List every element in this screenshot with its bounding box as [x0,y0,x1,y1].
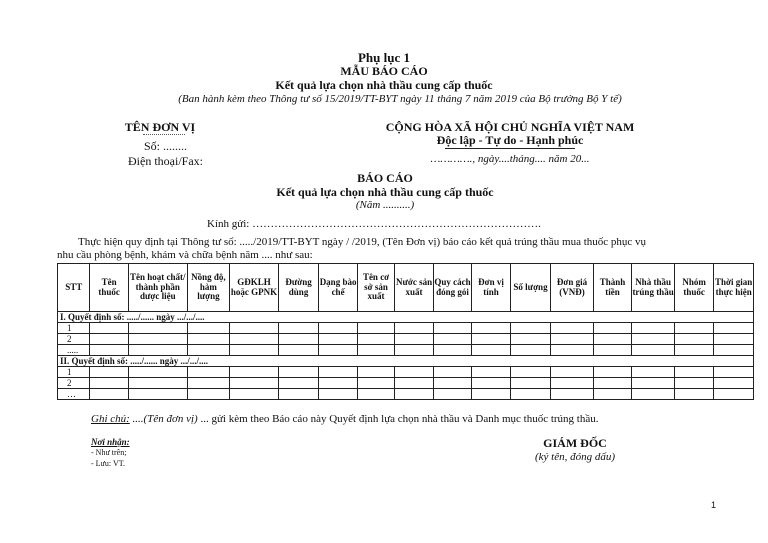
col-header: Thời gian thực hiện [714,264,754,312]
country-name: CỘNG HÒA XÃ HỘI CHỦ NGHĨA VIỆT NAM [385,120,635,134]
motto-underline [445,148,575,149]
page-number: 1 [711,500,717,510]
col-header: Đơn vị tính [472,264,510,312]
recipient-item: - Lưu: VT. [91,459,126,468]
table-row [58,367,754,378]
table-header-row [58,264,754,312]
row-number: 2 [58,334,90,345]
report-year: (Năm ..........) [355,199,415,211]
col-header: Thành tiền [593,264,631,312]
table-row [58,378,754,389]
body-paragraph-line1: Thực hiện quy định tại Thông tư số: ...../2019/TT-BYT ngày / /2019, (Tên Đơn vị) báo cáo kết quả trúng thầu mua thuốc phục vụ [78,236,647,248]
report-subtitle: Kết quả lựa chọn nhà thầu cung cấp thuốc [276,185,494,199]
col-header: STT [58,264,90,312]
results-table [57,263,754,400]
body-paragraph-line2: nhu cầu phòng bệnh, khám và chữa bệnh năm .... như sau: [57,249,313,261]
recipient-line: Kính gửi: ……………………………………………………………………. [207,218,541,230]
col-header: Dạng bào chế [319,264,357,312]
table-row [58,323,754,334]
form-subtitle: Kết quả lựa chọn nhà thầu cung cấp thuốc [275,78,493,92]
col-header: Tên cơ sở sản xuất [357,264,394,312]
col-header: Quy cách đóng gói [433,264,471,312]
col-header: GĐKLH hoặc GPNK [230,264,279,312]
signature-title: GIÁM ĐỐC [543,436,607,450]
report-title: BÁO CÁO [357,171,413,185]
note-label: Ghi chú: [91,413,130,425]
signature-note: (ký tên, đóng dấu) [534,451,616,463]
motto: Độc lập - Tự do - Hạnh phúc [436,133,584,147]
unit-underline [143,134,185,135]
note-line [91,413,598,425]
col-header: Tên hoạt chất/ thành phần dược liệu [128,264,187,312]
section-label: II. Quyết định số: ...../...... ngày .../.../.... [58,356,754,367]
col-header: Nhà thầu trúng thầu [632,264,675,312]
date-line: …………., ngày....tháng.... năm 20... [430,153,590,165]
row-number: … [58,389,90,400]
section-row [58,312,754,323]
row-number: 2 [58,378,90,389]
phone-fax: Điện thoại/Fax: [128,154,203,168]
row-number: 1 [58,367,90,378]
table-row [58,334,754,345]
col-header: Tên thuốc [90,264,128,312]
row-number: 1 [58,323,90,334]
col-header: Nước sản xuất [395,264,433,312]
document-number: Số: ........ [144,139,188,153]
col-header: Đường dùng [278,264,319,312]
note-unit-reference: ....(Tên đơn vị) [132,413,198,425]
appendix-title: Phụ lục 1 [357,50,410,65]
recipient-item: - Như trên; [91,448,127,457]
form-title: MẪU BÁO CÁO [340,64,428,78]
section-row [58,356,754,367]
unit-name: TÊN ĐƠN VỊ [124,120,196,134]
note-text: ... gửi kèm theo Báo cáo này Quyết định lựa chọn nhà thầu và Danh mục thuốc trúng thầu. [197,413,599,425]
row-number: ..... [58,345,90,356]
table-row [58,389,754,400]
issued-note: (Ban hành kèm theo Thông tư số 15/2019/TT-BYT ngày 11 tháng 7 năm 2019 của Bộ trưởng Bộ Y tế) [178,93,622,105]
col-header: Đơn giá (VNĐ) [551,264,594,312]
col-header: Nhóm thuốc [674,264,714,312]
table-row [58,345,754,356]
recipients-title: Nơi nhận: [91,437,130,447]
col-header: Nồng độ, hàm lượng [187,264,230,312]
section-label: I. Quyết định số: ...../...... ngày .../.../.... [58,312,754,323]
col-header: Số lượng [510,264,551,312]
